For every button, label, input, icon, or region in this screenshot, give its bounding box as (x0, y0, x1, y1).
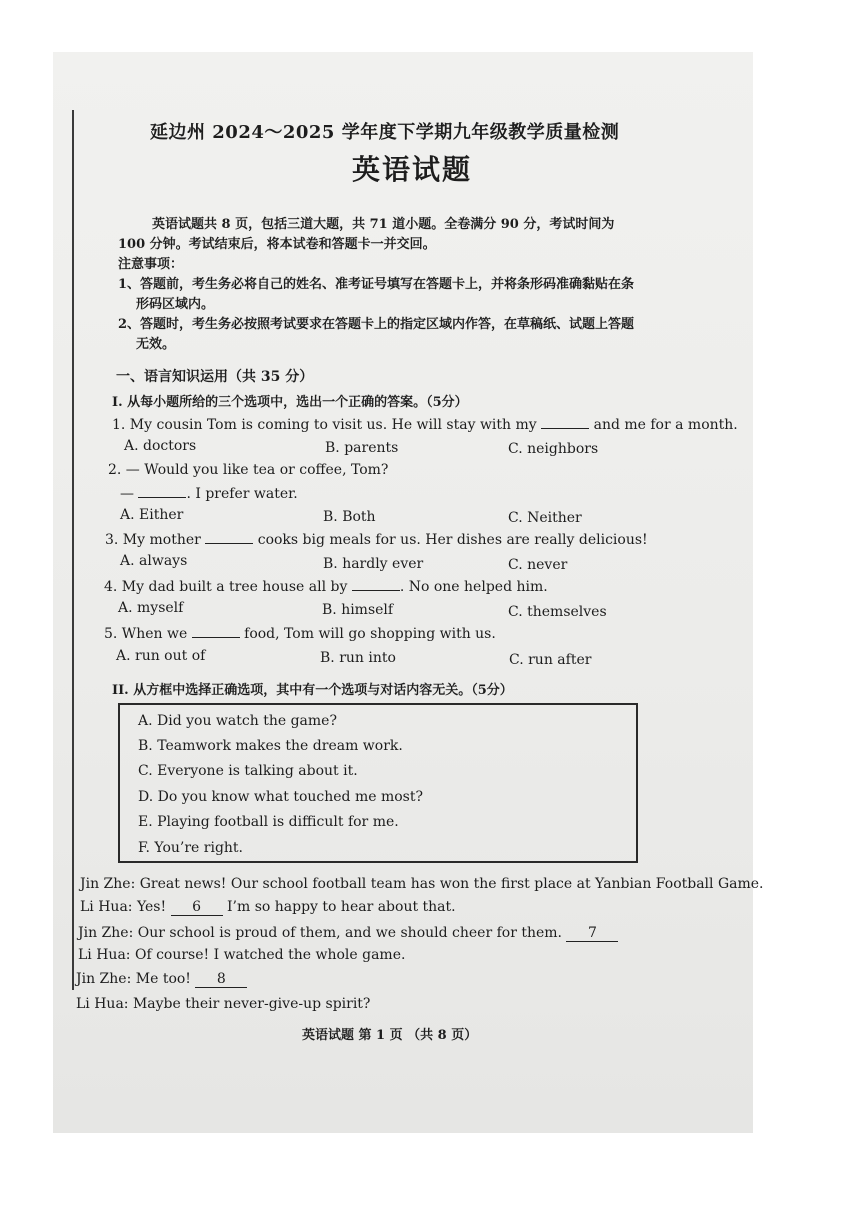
answer-blank (192, 625, 240, 638)
q3-option-a: A. always (120, 553, 188, 569)
box-option-d: D. Do you know what touched me most? (138, 789, 423, 805)
q2-option-a: A. Either (120, 507, 184, 523)
q1-option-b: B. parents (325, 440, 399, 456)
answer-blank (352, 578, 400, 591)
question-1: 1. My cousin Tom is coming to visit us. He will stay with my and me for a month. (112, 417, 738, 433)
question-2: 2. — Would you like tea or coffee, Tom? (108, 462, 389, 478)
box-option-f: F. You’re right. (138, 840, 244, 856)
note-1-line-1: 1、答题前，考生务必将自己的姓名、准考证号填写在答题卡上，并将条形码准确黏贴在条 (118, 277, 635, 292)
part-2-title: II. 从方框中选择正确选项，其中有一个选项与对话内容无关。（5分） (112, 683, 513, 698)
options-box (118, 703, 638, 863)
dialogue-line-2: Li Hua: Yes! 6 I’m so happy to hear about that. (80, 899, 456, 915)
page-footer: 英语试题 第 1 页 （共 8 页） (302, 1028, 478, 1043)
question-4: 4. My dad built a tree house all by . No one helped him. (104, 579, 548, 595)
q4-option-a: A. myself (118, 600, 184, 616)
dialogue-line-1: Jin Zhe: Great news! Our school football team has won the first place at Yanbian Football Game. (80, 876, 764, 892)
answer-blank (541, 416, 589, 429)
intro-line-1: 英语试题共 8 页，包括三道大题，共 71 道小题。全卷满分 90 分，考试时间为 (152, 217, 615, 232)
dialogue-line-3: Jin Zhe: Our school is proud of them, and we should cheer for them. 7 (78, 925, 618, 942)
dialogue-line-4: Li Hua: Of course! I watched the whole game. (78, 947, 406, 963)
dialogue-line-6: Li Hua: Maybe their never-give-up spirit? (76, 996, 371, 1012)
intro-line-2: 100 分钟。考试结束后，将本试卷和答题卡一并交回。 (118, 237, 436, 252)
q5-option-a: A. run out of (116, 648, 206, 664)
notes-label: 注意事项： (118, 257, 184, 272)
dialogue-line-5: Jin Zhe: Me too! 8 (76, 971, 247, 988)
note-1-line-2: 形码区域内。 (136, 297, 215, 312)
q1-option-a: A. doctors (124, 438, 197, 454)
answer-blank (205, 531, 253, 544)
q2-option-b: B. Both (323, 509, 376, 525)
q3-option-b: B. hardly ever (323, 556, 424, 572)
q5-option-b: B. run into (320, 650, 396, 666)
box-option-b: B. Teamwork makes the dream work. (138, 738, 403, 754)
answer-blank (138, 485, 186, 498)
part-1-title: I. 从每小题所给的三个选项中，选出一个正确的答案。（5分） (112, 395, 468, 410)
q3-option-c: C. never (508, 557, 568, 573)
note-2-line-1: 2、答题时，考生务必按照考试要求在答题卡上的指定区域内作答，在草稿纸、试题上答题 (118, 317, 635, 332)
note-2-line-2: 无效。 (136, 337, 176, 352)
q4-option-b: B. himself (322, 602, 394, 618)
box-option-e: E. Playing football is difficult for me. (138, 814, 399, 830)
q5-option-c: C. run after (509, 652, 592, 668)
subject-title: 英语试题 (352, 153, 473, 186)
q2-option-c: C. Neither (508, 510, 582, 526)
question-2-response: — . I prefer water. (120, 486, 298, 502)
blank-7: 7 (566, 925, 618, 942)
blank-8: 8 (195, 971, 247, 988)
box-option-c: C. Everyone is talking about it. (138, 763, 358, 779)
q1-option-c: C. neighbors (508, 441, 599, 457)
margin-line (72, 110, 74, 990)
exam-header-title: 延边州 2024～2025 学年度下学期九年级教学质量检测 (150, 122, 620, 143)
q4-option-c: C. themselves (508, 604, 607, 620)
box-option-a: A. Did you watch the game? (138, 713, 337, 729)
question-3: 3. My mother cooks big meals for us. Her dishes are really delicious! (105, 532, 648, 548)
blank-6: 6 (171, 899, 223, 916)
section-1-title: 一、语言知识运用（共 35 分） (116, 369, 314, 385)
question-5: 5. When we food, Tom will go shopping with us. (104, 626, 496, 642)
